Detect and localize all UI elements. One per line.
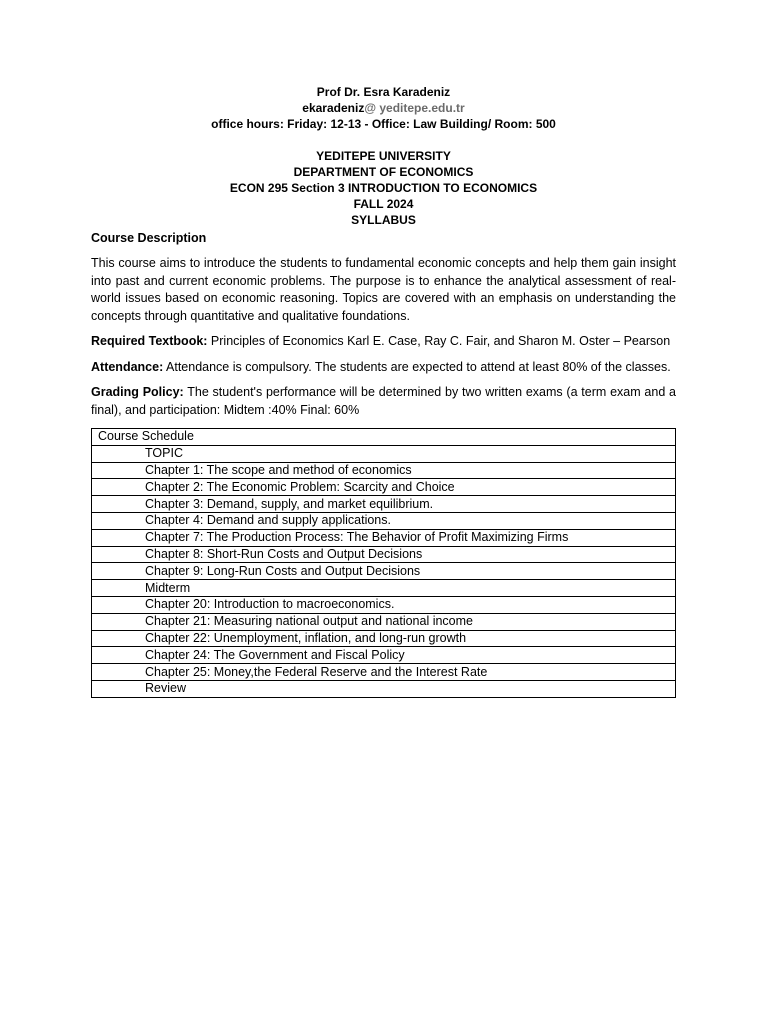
table-row	[92, 445, 676, 462]
table-row	[92, 479, 676, 496]
grading-label: Grading Policy:	[91, 385, 184, 399]
table-row	[92, 563, 676, 580]
professor-name: Prof Dr. Esra Karadeniz	[316, 85, 451, 99]
schedule-cell: Chapter 9: Long-Run Costs and Output Decisions	[92, 563, 676, 580]
textbook-paragraph	[91, 333, 676, 351]
table-row	[92, 429, 676, 446]
table-row	[92, 529, 676, 546]
schedule-cell: TOPIC	[92, 445, 676, 462]
course-description-text: This course aims to introduce the students to fundamental economic concepts and help them gain insight into past and current economic problems. The purpose is to enhance the analytical assessment of real-world issues based on economic reasoning. Topics are covered with an emphasis on understanding the concepts through quantitative and qualitative foundations.	[91, 256, 676, 323]
table-row	[92, 546, 676, 563]
table-row	[92, 580, 676, 597]
course-description-heading: Course Description	[91, 231, 207, 245]
document-type: SYLLABUS	[351, 213, 416, 227]
table-row	[92, 613, 676, 630]
table-row	[92, 680, 676, 697]
table-row	[92, 496, 676, 513]
attendance-label: Attendance:	[91, 359, 164, 374]
email-line	[91, 100, 676, 116]
university-name: YEDITEPE UNIVERSITY	[316, 149, 451, 163]
email-domain[interactable]: @ yeditepe.edu.tr	[364, 101, 465, 115]
syllabus-page	[91, 84, 676, 698]
grading-text: The student's performance will be determined by two written exams (a term exam and a final), and participation: Midtem :40% Final: 60%	[91, 385, 676, 417]
attendance-paragraph	[91, 359, 676, 377]
table-row	[92, 596, 676, 613]
schedule-cell: Chapter 4: Demand and supply applications.	[92, 512, 676, 529]
table-row	[92, 664, 676, 681]
grading-paragraph	[91, 384, 676, 419]
course-schedule-table	[91, 428, 676, 698]
table-row	[92, 512, 676, 529]
schedule-cell: Chapter 22: Unemployment, inflation, and long-run growth	[92, 630, 676, 647]
course-title: ECON 295 Section 3 INTRODUCTION TO ECONOMICS	[229, 181, 538, 195]
department-name: DEPARTMENT OF ECONOMICS	[293, 165, 474, 179]
schedule-cell: Review	[92, 680, 676, 697]
table-row	[92, 630, 676, 647]
schedule-cell: Chapter 8: Short-Run Costs and Output Decisions	[92, 546, 676, 563]
schedule-title: Course Schedule	[92, 429, 676, 446]
schedule-cell: Chapter 3: Demand, supply, and market equilibrium.	[92, 496, 676, 513]
schedule-cell: Chapter 24: The Government and Fiscal Policy	[92, 647, 676, 664]
email-user: ekaradeniz	[302, 101, 365, 115]
schedule-cell: Midterm	[92, 580, 676, 597]
textbook-label: Required Textbook:	[91, 334, 208, 348]
schedule-cell: Chapter 21: Measuring national output and national income	[92, 613, 676, 630]
attendance-text: Attendance is compulsory. The students are expected to attend at least 80% of the classes.	[163, 359, 671, 374]
table-row	[92, 647, 676, 664]
textbook-text: Principles of Economics Karl E. Case, Ray C. Fair, and Sharon M. Oster – Pearson	[207, 334, 671, 348]
schedule-cell: Chapter 20: Introduction to macroeconomics.	[92, 596, 676, 613]
schedule-cell: Chapter 1: The scope and method of economics	[92, 462, 676, 479]
term: FALL 2024	[353, 197, 414, 211]
schedule-cell: Chapter 25: Money,the Federal Reserve and the Interest Rate	[92, 664, 676, 681]
schedule-cell: Chapter 2: The Economic Problem: Scarcity and Choice	[92, 479, 676, 496]
table-row	[92, 462, 676, 479]
schedule-cell: Chapter 7: The Production Process: The Behavior of Profit Maximizing Firms	[92, 529, 676, 546]
office-hours: office hours: Friday: 12-13 - Office: Law Building/ Room: 500	[211, 117, 556, 131]
